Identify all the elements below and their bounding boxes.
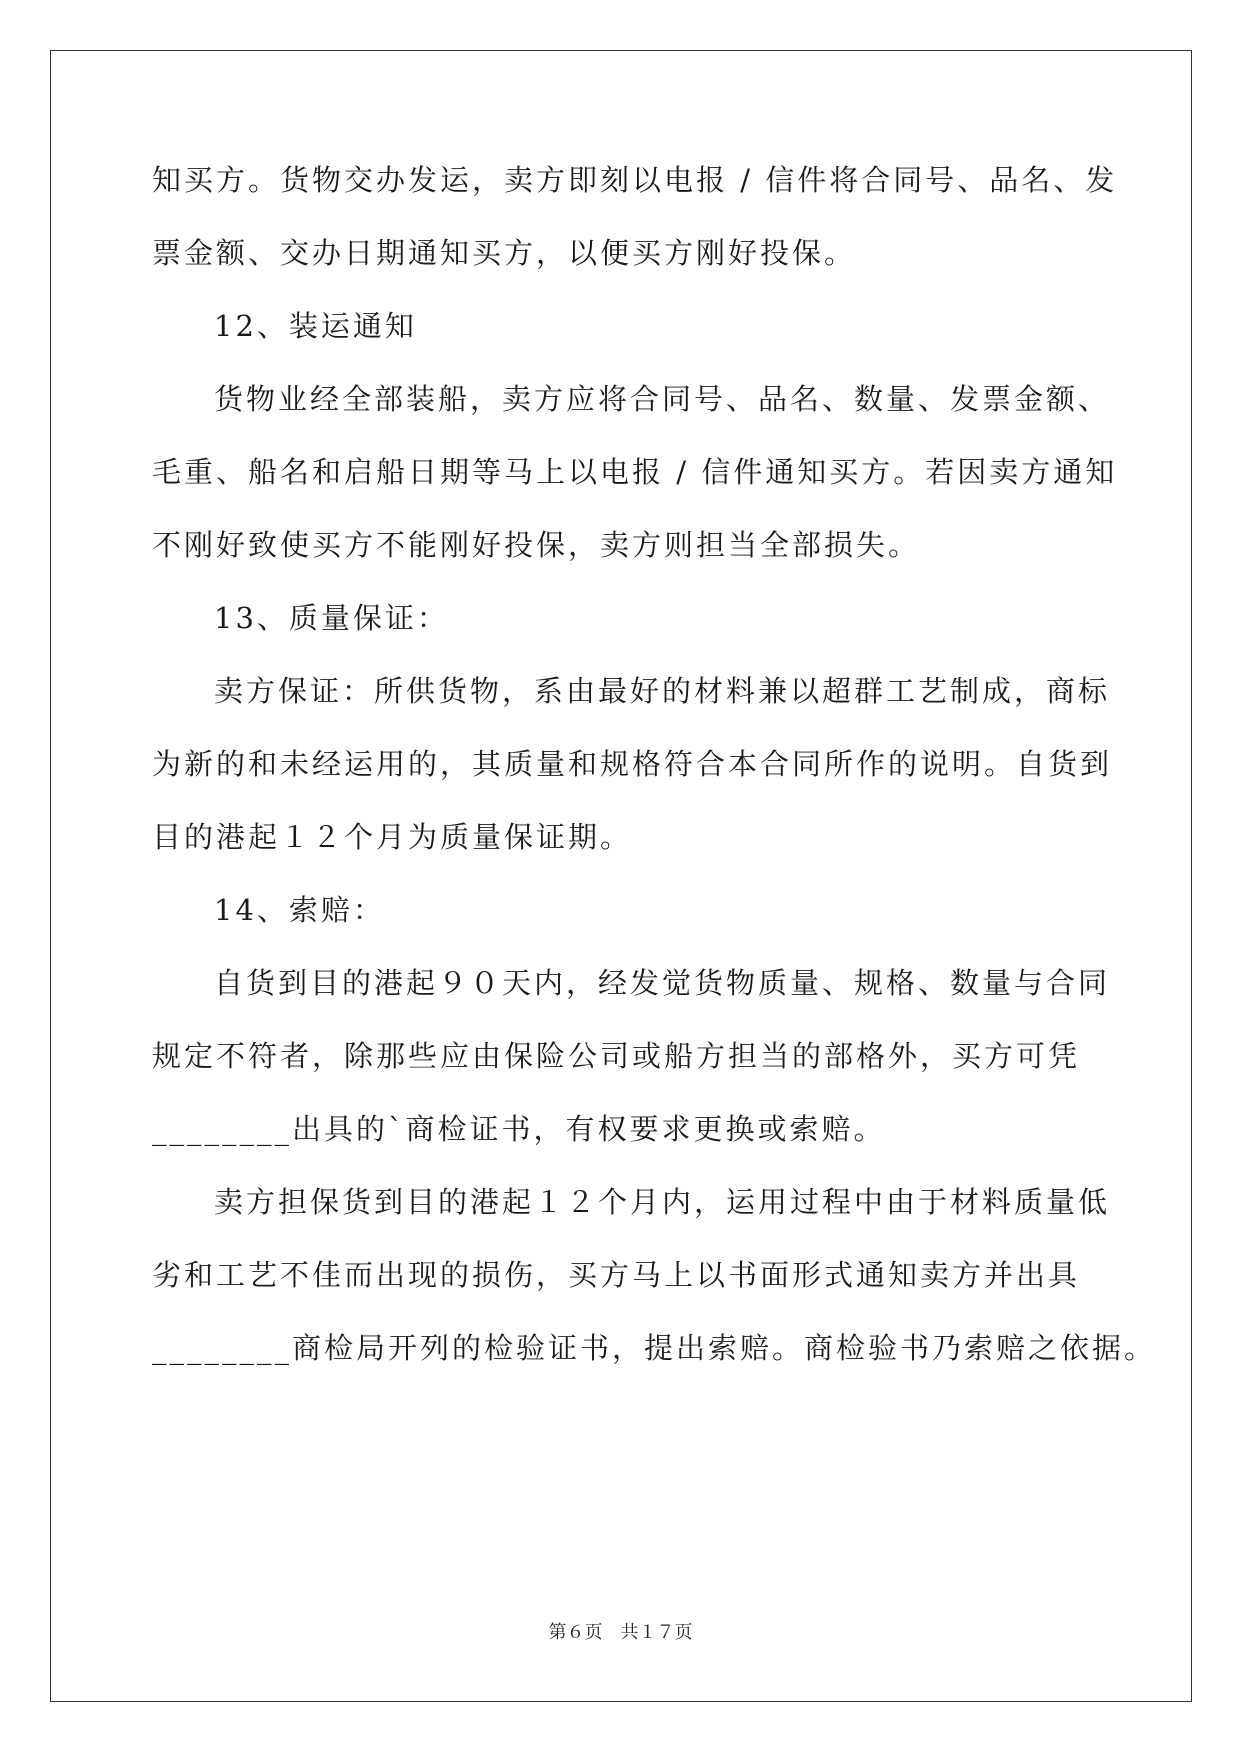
text-line: 劣和工艺不佳而出现的损伤，买方马上以书面形式通知卖方并出具	[152, 1258, 1081, 1292]
section-heading-14: 14、索赔：	[214, 893, 385, 927]
section-heading-12: 12、装运通知	[214, 309, 417, 343]
page-number: 第６页	[548, 1622, 603, 1643]
text-line: 卖方担保货到目的港起１２个月内，运用过程中由于材料质量低	[214, 1185, 1111, 1219]
text-line: 知买方。货物交办发运，卖方即刻以电报 / 信件将合同号、品名、发	[152, 163, 1118, 197]
text-line: 货物业经全部装船，卖方应将合同号、品名、数量、发票金额、	[214, 382, 1111, 416]
text-line: 规定不符者，除那些应由保险公司或船方担当的部格外，买方可凭	[152, 1039, 1081, 1073]
page-footer	[0, 1618, 1241, 1644]
text-line: 为新的和未经运用的，其质量和规格符合本合同所作的说明。自货到	[152, 747, 1113, 781]
text-line: 自货到目的港起９０天内，经发觉货物质量、规格、数量与合同	[214, 966, 1111, 1000]
page-total: 共１７页	[620, 1622, 693, 1643]
text-line: ________商检局开列的检验证书，提出索赔。商检验书乃索赔之依据。	[152, 1331, 1157, 1365]
text-line: 票金额、交办日期通知买方，以便买方刚好投保。	[152, 236, 857, 270]
text-line: 毛重、船名和启船日期等马上以电报 / 信件通知买方。若因卖方通知	[152, 455, 1118, 489]
page-frame	[50, 50, 1192, 1702]
section-heading-13: 13、质量保证：	[214, 601, 449, 635]
text-line: 卖方保证：所供货物，系由最好的材料兼以超群工艺制成，商标	[214, 674, 1111, 708]
text-line: 不刚好致使买方不能刚好投保，卖方则担当全部损失。	[152, 528, 921, 562]
text-line: 目的港起１２个月为质量保证期。	[152, 820, 633, 854]
text-line: ________出具的`商检证书，有权要求更换或索赔。	[152, 1112, 886, 1146]
